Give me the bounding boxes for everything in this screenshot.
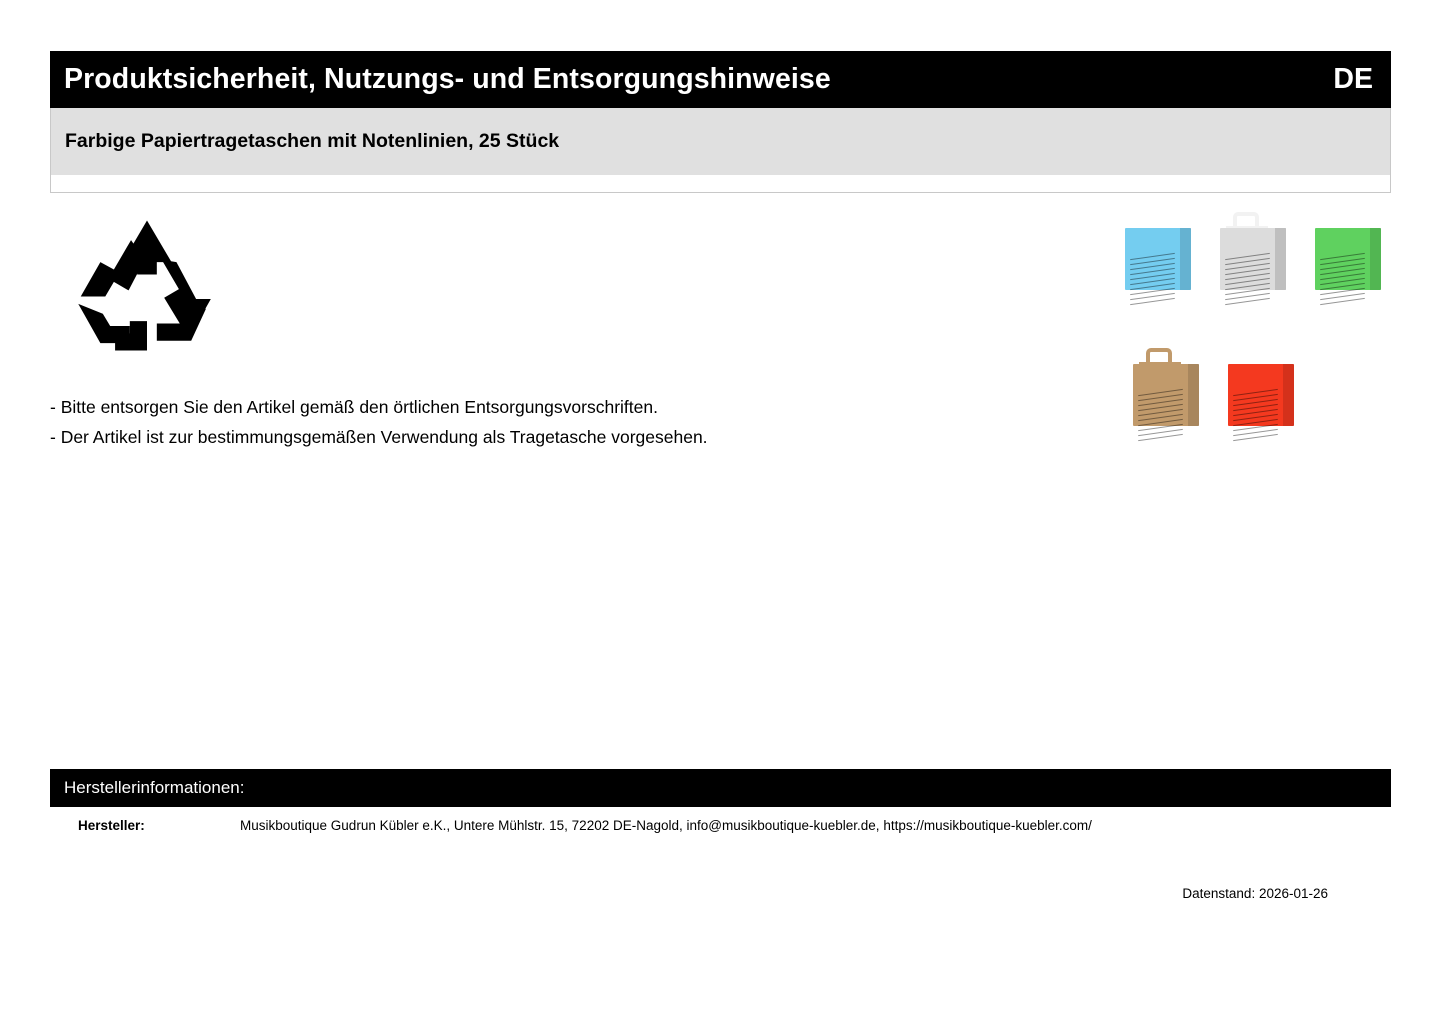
music-lines-pattern xyxy=(1320,256,1365,304)
product-image-group xyxy=(1125,206,1395,466)
paper-bag-white xyxy=(1220,206,1286,290)
note-item: - Bitte entsorgen Sie den Artikel gemäß den örtlichen Entsorgungsvorschriften. xyxy=(50,397,658,417)
music-lines-pattern xyxy=(1233,392,1278,440)
subtitle-bar xyxy=(50,108,1391,175)
manufacturer-value: Musikboutique Gudrun Kübler e.K., Untere Mühlstr. 15, 72202 DE-Nagold, info@musikboutique-kuebler.de, https://musikboutique-kuebler.com/ xyxy=(240,818,1092,833)
bag-side-panel xyxy=(1283,364,1294,426)
music-lines-pattern xyxy=(1225,256,1270,304)
bag-side-panel xyxy=(1188,364,1199,426)
data-status: Datenstand: 2026-01-26 xyxy=(1182,886,1328,901)
note-item: - Der Artikel ist zur bestimmungsgemäßen Verwendung als Tragetasche vorgesehen. xyxy=(50,427,708,447)
manufacturer-heading: Herstellerinformationen: xyxy=(64,778,245,797)
document-header xyxy=(50,51,1391,193)
bag-side-panel xyxy=(1275,228,1286,290)
usage-notes xyxy=(50,392,1150,452)
paper-bag-green xyxy=(1315,206,1381,290)
product-name: Farbige Papiertragetaschen mit Notenlinien, 25 Stück xyxy=(65,130,560,152)
music-lines-pattern xyxy=(1138,392,1183,440)
page-title: Produktsicherheit, Nutzungs- und Entsorgungshinweise xyxy=(64,63,831,95)
bag-side-panel xyxy=(1370,228,1381,290)
manufacturer-row xyxy=(50,818,1391,833)
manufacturer-section-header xyxy=(50,769,1391,807)
music-lines-pattern xyxy=(1130,256,1175,304)
paper-bag-blue xyxy=(1125,206,1191,290)
paper-bag-red xyxy=(1228,342,1294,426)
bag-side-panel xyxy=(1180,228,1191,290)
header-spacer xyxy=(50,175,1391,193)
paper-bag-brown xyxy=(1133,342,1199,426)
recycle-icon xyxy=(72,218,222,353)
title-bar xyxy=(50,51,1391,108)
language-code: DE xyxy=(1333,63,1373,95)
manufacturer-label: Hersteller: xyxy=(78,818,145,833)
